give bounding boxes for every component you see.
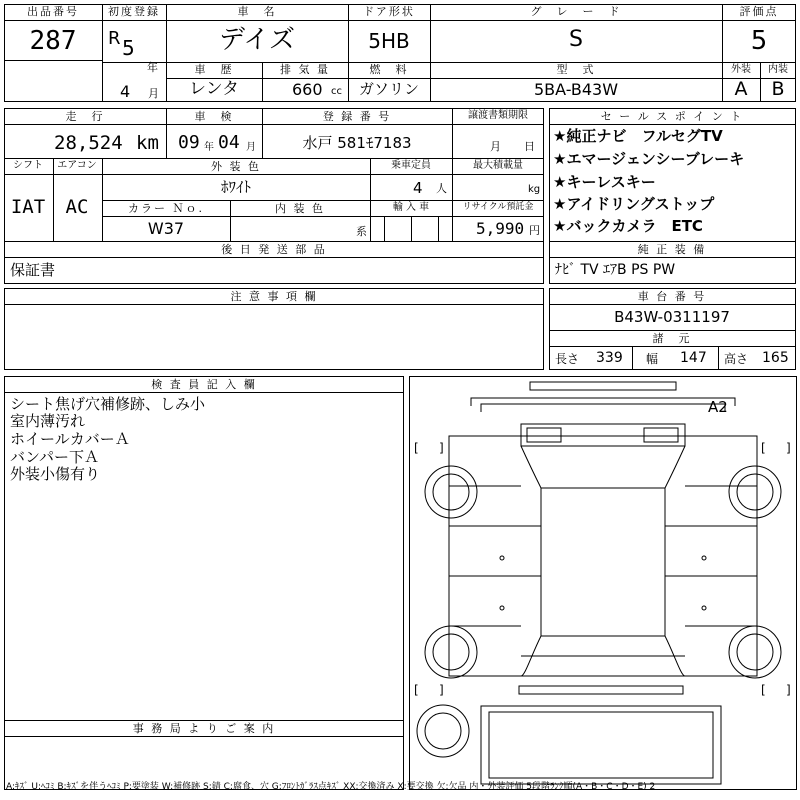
exterior-label: 外装	[731, 64, 751, 75]
plate-number: 水戸 581ﾓ7183	[302, 134, 412, 152]
interior-grade: B	[771, 78, 785, 100]
front-bumper-outline	[530, 382, 676, 390]
inspector-note: シート焦げ穴補修跡、しみ小	[10, 395, 206, 413]
inspector-note: 外装小傷有り	[10, 465, 101, 483]
load-label: 最大積載量	[473, 160, 523, 171]
color-no-label: カラー Ｎｏ.	[128, 202, 204, 215]
transfer-label: 譲渡書類期限	[468, 110, 528, 121]
svg-text:[: [	[761, 683, 766, 697]
chassis-label: 車 台 番 号	[637, 290, 707, 303]
floor-panel-outline	[481, 706, 721, 784]
sales-point: ★アイドリングストップ	[553, 195, 715, 213]
svg-text:]: ]	[786, 441, 791, 455]
load-unit: kg	[528, 184, 541, 195]
cabin-front	[521, 446, 685, 488]
capacity-label: 乗車定員	[391, 160, 431, 171]
chassis-number: B43W-0311197	[614, 308, 730, 326]
shift-label: シフト	[13, 160, 43, 171]
reg-year: 5	[122, 36, 135, 60]
air-conditioner: AC	[65, 196, 89, 218]
color-number: W37	[147, 219, 185, 238]
transfer-day-unit: 日	[524, 140, 535, 153]
car-name: デイズ	[219, 25, 295, 55]
inspection-year: 09	[178, 132, 200, 153]
interior-color-label: 内 装 色	[275, 202, 325, 215]
interior-label: 内装	[768, 64, 788, 75]
inspection-month-unit: 月	[246, 142, 256, 153]
transfer-month-unit: 月	[490, 140, 501, 153]
dimensions-label: 諸 元	[652, 332, 692, 345]
inspector-note: 室内薄汚れ	[10, 412, 86, 430]
inspection-year-unit: 年	[204, 142, 214, 153]
windshield-outline	[521, 424, 685, 446]
car-body-diagram	[409, 376, 797, 790]
damage-mark: A2	[708, 398, 728, 416]
import-label: 輸 入 車	[392, 202, 430, 213]
era-letter: R	[108, 28, 121, 49]
month-unit: 月	[148, 87, 159, 100]
door-type: 5HB	[368, 29, 410, 53]
svg-text:]: ]	[439, 441, 444, 455]
svg-text:[: [	[414, 683, 419, 697]
lot-label: 出品番号	[27, 5, 79, 18]
displacement: 660	[292, 80, 323, 99]
model-code: 5BA-B43W	[533, 80, 619, 99]
width-value: 147	[680, 350, 707, 366]
displacement-label: 排 気 量	[280, 63, 330, 76]
width-label: 幅	[646, 352, 659, 366]
inspector-note: バンパー下Ａ	[10, 448, 99, 466]
interior-color-unit: 系	[356, 225, 367, 238]
inspector-note: ホイールカバーＡ	[10, 430, 130, 448]
notes-label: 注 意 事 項 欄	[230, 290, 318, 303]
shift: IAT	[10, 196, 46, 218]
sales-point: ★キーレスキー	[553, 173, 656, 191]
sales-point: ★純正ナビ フルセグTV	[553, 127, 723, 145]
recycle-label: リサイクル預託金	[462, 202, 534, 212]
inspector-label: 検 査 員 記 入 欄	[151, 378, 257, 391]
equipment: ﾅﾋﾞ TV ｴｱB PS PW	[555, 262, 676, 278]
length-label: 長さ	[555, 352, 580, 366]
office-label: 事 務 局 よ り ご 案 内	[132, 722, 276, 735]
equipment-label: 純 正 装 備	[637, 243, 707, 256]
mileage-label: 走 行	[65, 110, 105, 123]
svg-text:[: [	[414, 441, 419, 455]
displacement-unit: cc	[331, 86, 342, 97]
front-hood-edge	[471, 398, 735, 406]
height-label: 高さ	[724, 352, 749, 366]
recycle-fee: 5,990	[476, 219, 525, 238]
door-label: ドア形状	[363, 5, 415, 18]
recycle-unit: 円	[529, 224, 540, 237]
mileage: 28,524	[54, 132, 123, 154]
score-label: 評価点	[739, 5, 779, 18]
legend-text: A:ｷｽﾞ U:ﾍｺﾐ B:ｷｽﾞを伴うﾍｺﾐ P:要塗装 W:補修跡 S:錆 C:腐食、穴 G:ﾌﾛﾝﾄｶﾞﾗｽ点ｷｽﾞ XX:交換済み X:要交換 欠:欠品 内・外装評価 5段階ﾗﾝｸ順(A・B・C・D・E) 2	[6, 782, 656, 792]
length-value: 339	[596, 350, 623, 366]
model-label: 型 式	[556, 63, 596, 76]
score: 5	[750, 26, 768, 56]
ac-label: エアコン	[57, 160, 97, 171]
roof-outline	[541, 488, 665, 636]
body-color: ﾎﾜｲﾄ	[220, 178, 252, 196]
capacity-unit: 人	[436, 182, 447, 195]
car-name-label: 車 名	[237, 5, 277, 18]
exterior-grade: A	[734, 78, 748, 100]
sales-points-label: セ ー ル ス ポ イ ン ト	[600, 110, 744, 123]
sales-point: ★エマージェンシーブレーキ	[553, 150, 745, 168]
first-reg-label: 初度登録	[108, 5, 160, 18]
history-label: 車 歴	[194, 63, 234, 76]
inspection-label: 車 検	[194, 110, 234, 123]
later-parts-label: 後 日 発 送 部 品	[221, 243, 327, 256]
history: レンタ	[189, 79, 239, 99]
year-unit: 年	[147, 61, 158, 74]
grade: S	[569, 27, 583, 52]
inspection-month: 04	[218, 132, 240, 153]
svg-text:]: ]	[786, 683, 791, 697]
mileage-unit: km	[136, 132, 159, 154]
fuel: ガソリン	[358, 80, 420, 98]
height-value: 165	[762, 350, 789, 366]
color-label: 外 装 色	[211, 160, 261, 173]
body-outline	[449, 436, 757, 676]
reg-month: 4	[120, 82, 131, 101]
sales-point: ★バックカメラ ETC	[553, 217, 703, 235]
lot-number: 287	[29, 26, 77, 56]
capacity: 4	[413, 179, 423, 197]
svg-text:]: ]	[439, 683, 444, 697]
later-parts: 保証書	[10, 261, 56, 279]
fuel-label: 燃 料	[369, 63, 409, 76]
plate-label: 登 録 番 号	[322, 110, 392, 123]
rear-bumper-outline	[519, 686, 683, 694]
grade-label: グ レ ー ド	[530, 5, 622, 18]
svg-text:[: [	[761, 441, 766, 455]
